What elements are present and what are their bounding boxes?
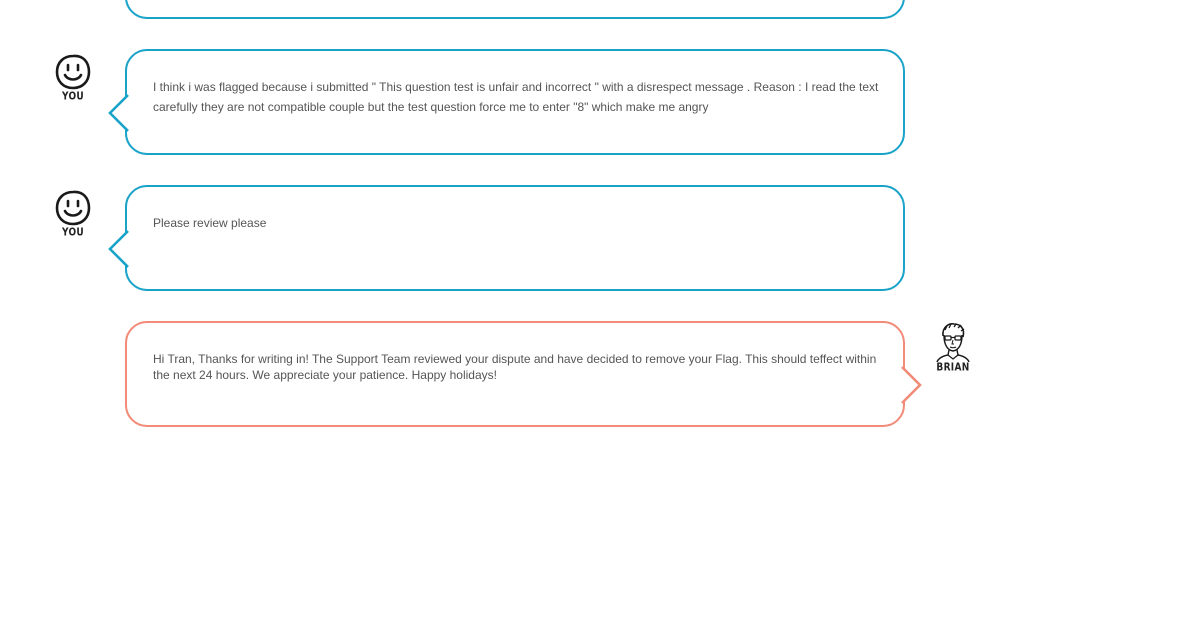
message-bubble-user-previous xyxy=(125,0,905,19)
avatar-you xyxy=(51,53,95,102)
avatar-brian xyxy=(931,322,975,373)
message-bubble-support xyxy=(125,321,905,427)
avatar-you xyxy=(51,189,95,238)
smiley-face-icon xyxy=(54,189,92,227)
avatar-label: YOU xyxy=(61,91,85,103)
smiley-face-icon xyxy=(54,53,92,91)
message-text: I think i was flagged because i submitted " This question test is unfair and incorrect " with a disrespect message . Reason : I read the text carefully they are not compatible couple but the test question force me to enter "8" which make me angry xyxy=(153,80,879,114)
avatar-label: BRIAN xyxy=(936,362,970,374)
message-text: Please review please xyxy=(153,216,267,230)
bubble-tail xyxy=(108,229,128,269)
brian-portrait-icon xyxy=(933,322,973,362)
bubble-tail xyxy=(902,365,922,405)
message-bubble-user xyxy=(125,49,905,155)
bubble-tail xyxy=(108,93,128,133)
message-text: Hi Tran, Thanks for writing in! The Support Team reviewed your dispute and have decided to remove your Flag. This should teffect within the next 24 hours. We appreciate your patience. Happy holidays! xyxy=(153,352,877,382)
message-bubble-user xyxy=(125,185,905,291)
avatar-label: YOU xyxy=(61,227,85,239)
